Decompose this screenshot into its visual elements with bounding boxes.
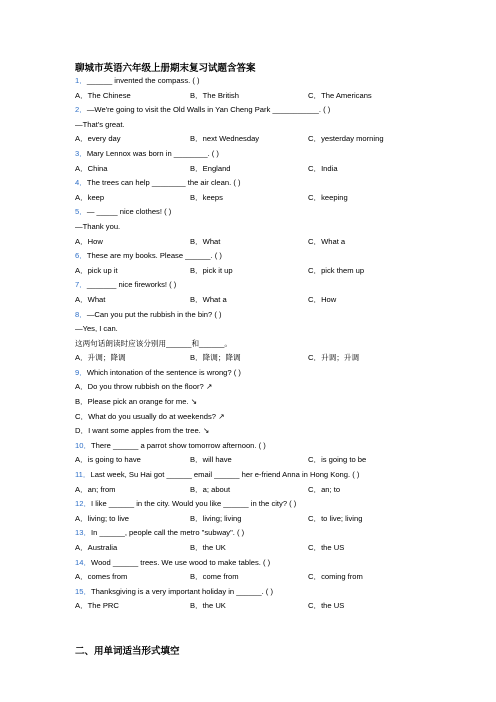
answer-option: A．an; from [75,484,116,494]
answer-option: B．come from [190,572,239,582]
question-text: — _____ nice clothes! ( ) [86,207,172,217]
question-list [75,74,475,614]
question-number: 3． [75,148,87,158]
section-heading: 二、用单词适当形式填空 [75,646,180,657]
answer-option: C．an; to [308,484,341,494]
question-number: 2． [75,105,87,115]
question-number: 11． [75,470,91,480]
question-number: 12． [75,499,92,509]
answer-option: C．is going to be [308,455,367,465]
question-stem [75,147,475,162]
answer-option: C．coming from [308,572,363,582]
answer-option: C．India [308,163,338,173]
answer-option: C．keeping [308,192,348,202]
answer-option: B．will have [190,455,232,465]
question-stem [75,585,475,600]
answer-option: B．What a [190,294,227,304]
options-row [75,162,475,177]
question-text: I like ______ in the city. Would you like ______ in the city? ( ) [91,499,297,509]
question-number: 13． [75,528,92,538]
options-row [75,453,475,468]
answer-option: B．Please pick an orange for me. ↘ [75,397,198,407]
question-extra-line: —Yes, I can. [75,324,118,334]
answer-option: C．What do you usually do at weekends? ↗ [75,411,225,421]
question-stem [75,249,475,264]
answer-option: A．The PRC [75,601,119,611]
options-row [75,351,475,366]
question-stem [75,497,475,512]
question-number: 7． [75,280,87,290]
answer-option: B．the UK [190,601,226,611]
answer-option: A．What [75,294,106,304]
question-stem [75,278,475,293]
options-row [75,89,475,104]
answer-option: C．pick them up [308,265,365,275]
answer-option: A．China [75,163,108,173]
answer-option: A．Australia [75,543,118,552]
question-extra-line: —Thank you. [75,221,121,231]
question-text: The trees can help ________ the air clean. ( ) [86,178,241,188]
question-number: 4． [75,178,87,188]
question-extra-line: 这两句话朗读时应该分别用______和______。 [75,338,232,348]
options-row [75,570,475,585]
answer-option: A．is going to have [75,455,141,465]
answer-option: A．升调；降调 [75,353,126,363]
answer-option: B．keeps [190,192,223,202]
answer-option: C．How [308,294,337,304]
answer-option: C．the US [308,601,345,611]
question-extra-line: —That's great. [75,119,125,129]
answer-option: B．pick it up [190,265,233,275]
question-stem [75,468,475,483]
options-row [75,293,475,308]
question-stem [75,205,475,220]
options-row [75,599,475,614]
question-text: Mary Lennox was born in ________. ( ) [86,148,219,158]
answer-option: A．The Chinese [75,90,131,100]
options-row [75,132,475,147]
question-stem [75,103,475,118]
answer-option: B．What [190,236,221,246]
question-text: In ______, people call the metro "subway". ( ) [91,528,245,538]
question-stem [75,526,475,541]
answer-option: A．keep [75,192,105,202]
question-stem [75,556,475,571]
options-row [75,541,475,556]
question-text: These are my books. Please ______. ( ) [86,251,222,261]
answer-option: A．How [75,236,103,246]
answer-option: A．pick up it [75,265,118,275]
question-number: 5． [75,207,87,217]
answer-option: B．a; about [190,484,231,494]
question-stem [75,366,475,381]
question-number: 10． [75,440,92,450]
answer-option: C．to live; living [308,513,363,523]
question-number: 8． [75,309,87,319]
options-row [75,264,475,279]
options-row [75,235,475,250]
question-text: Last week, Su Hai got ______ email ______ her e-friend Anna in Hong Kong. ( ) [90,470,360,480]
question-number: 9． [75,367,87,377]
question-stem [75,74,475,89]
answer-option: C．yesterday morning [308,134,384,144]
answer-option: C．The Americans [308,90,372,100]
document-title: 聊城市英语六年级上册期末复习试题含答案 [75,63,256,74]
answer-option: C．升调；升调 [308,353,360,363]
question-text: Wood ______ trees. We use wood to make tables. ( ) [91,557,271,567]
question-number: 15． [75,586,92,596]
question-text: Thanksgiving is a very important holiday in ______. ( ) [91,586,273,596]
answer-option: C．the US [308,543,345,552]
question-text: —Can you put the rubbish in the bin? ( ) [86,309,222,319]
question-stem [75,176,475,191]
answer-option: A．every day [75,134,121,144]
question-text: There ______ a parrot show tomorrow afternoon. ( ) [91,440,266,450]
answer-option: B．The British [190,90,239,100]
answer-option: B．next Wednesday [190,134,260,144]
answer-option: C．What a [308,236,346,246]
answer-option: B．living; living [190,513,242,523]
options-row [75,512,475,527]
answer-option: A．living; to live [75,513,130,523]
question-number: 6． [75,251,87,261]
question-number: 14． [75,557,92,567]
answer-option: D．I want some apples from the tree. ↘ [75,426,210,436]
question-text: Which intonation of the sentence is wrong? ( ) [86,367,241,377]
answer-option: B．降调；降调 [190,353,241,363]
question-stem [75,308,475,323]
answer-option: B．England [190,163,231,173]
question-number: 1． [75,76,87,85]
question-text: _______ nice fireworks! ( ) [86,280,177,290]
question-stem [75,439,475,454]
options-row [75,483,475,498]
question-text: —We're going to visit the Old Walls in Yan Cheng Park ___________. ( ) [86,105,331,115]
answer-option: B．the UK [190,543,226,552]
question-text: ______ invented the compass. ( ) [86,76,200,85]
answer-option: A．comes from [75,572,128,582]
options-row [75,191,475,206]
answer-option: A．Do you throw rubbish on the floor? ↗ [75,382,213,392]
